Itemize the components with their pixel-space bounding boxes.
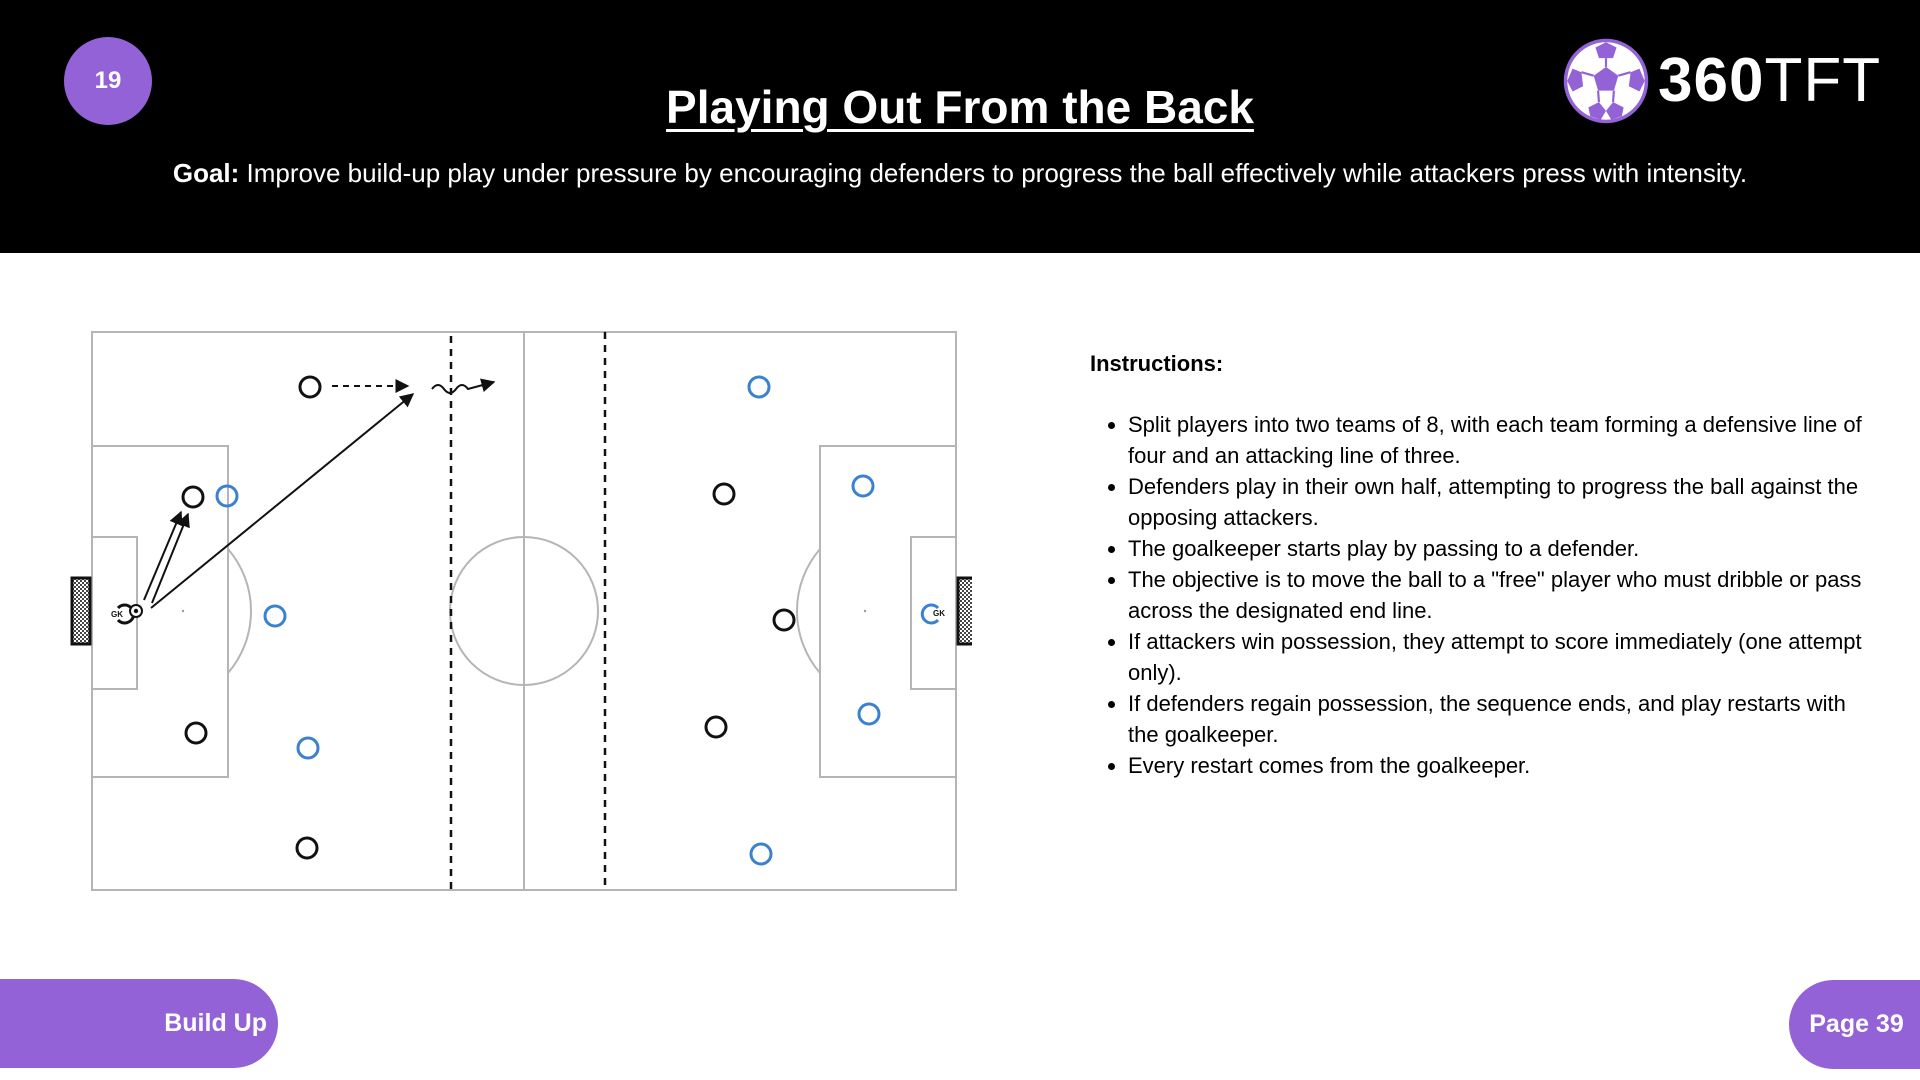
list-item: Split players into two teams of 8, with each team forming a defensive line of four and an attacking line of three. [1090,409,1870,471]
player-black [186,723,206,743]
list-item: If defenders regain possession, the sequence ends, and play restarts with the goalkeeper. [1090,688,1870,750]
list-item: Defenders play in their own half, attempting to progress the ball against the opposing attackers. [1090,471,1870,533]
list-item: Every restart comes from the goalkeeper. [1090,750,1870,781]
drill-number-badge: 19 [64,37,152,125]
pitch-diagram [66,326,972,896]
right-penalty-spot [864,610,866,612]
goalkeeper-label: GK [111,610,123,619]
right-goal [958,578,972,644]
section-tag: Build Up [0,979,278,1068]
goalkeeper-blue [922,605,945,623]
player-blue [265,606,285,626]
list-item: The objective is to move the ball to a "free" player who must dribble or pass across the designated end line. [1090,564,1870,626]
player-black [300,377,320,397]
goalkeeper-label: GK [933,609,945,618]
instructions-panel [1090,348,1870,781]
brand-wordmark [1658,46,1882,115]
instructions-list [1090,409,1870,781]
player-blue [298,738,318,758]
player-blue [859,704,879,724]
team-black [183,377,794,858]
goal-label: Goal: [172,158,240,188]
player-blue [749,377,769,397]
left-penalty-arc [228,549,251,673]
page-title: Playing Out From the Back [666,81,1254,133]
list-item: The goalkeeper starts play by passing to a defender. [1090,533,1870,564]
pitch-markings [92,332,956,890]
brand-letters: TFT [1764,46,1882,115]
header-bar [0,0,1920,253]
team-blue [217,377,879,864]
player-black [706,717,726,737]
pass-arrow-short-b [152,514,188,603]
pass-arrow-long [151,394,413,608]
dribble-arrow [432,382,494,393]
player-blue [853,476,873,496]
page-number-badge: Page 39 [1789,980,1920,1069]
goal-text: Improve build-up play under pressure by encouraging defenders to progress the ball effectively while attackers press with intensity. [239,158,1748,188]
player-black [183,487,203,507]
instructions-heading: Instructions: [1090,351,1224,376]
player-black [297,838,317,858]
player-black [714,484,734,504]
left-goal [72,578,90,644]
list-item: If attackers win possession, they attempt to score immediately (one attempt only). [1090,626,1870,688]
player-black [774,610,794,630]
right-penalty-arc [797,549,820,673]
brand-logo [1562,36,1892,126]
soccer-ball-icon [1562,37,1650,125]
left-penalty-spot [182,610,184,612]
ball-icon [130,605,142,617]
goal-statement [0,158,1920,189]
brand-number: 360 [1658,46,1765,115]
player-blue [751,844,771,864]
